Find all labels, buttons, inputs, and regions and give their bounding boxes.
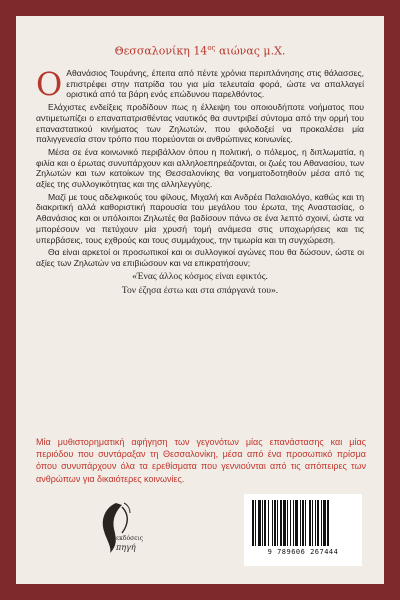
publisher-name-line-2: πηγή	[116, 543, 136, 552]
synopsis-paragraph-2: Ελάχιστες ενδείξεις προδίδουν πως η έλλειψη του οποιουδήποτε νοήματος που αντιμετωπίζει ο επαναπατρισθέντας ναυτικός θα συντριβεί σύντομα από την ορμή του επαναστατικού κινήματος των Ζηλωτών, που φιλοδοξεί να προκαλέσει μία παλιγγενεσία στον τρόπο που πορεύονται οι ανθρώπινες κοινωνίες.	[36, 102, 364, 145]
barcode-digits: 9 789606 267444	[267, 548, 339, 556]
heading-prefix: Θεσσαλονίκη 14	[114, 44, 208, 58]
synopsis-paragraph-1	[36, 65, 364, 103]
heading-suffix: αιώνας μ.Χ.	[215, 44, 286, 58]
barcode-bars-icon	[250, 500, 356, 546]
quote-line-2: Τον έζησα έστω και στα σπάργανά του».	[121, 284, 279, 296]
synopsis-paragraph-3: Μέσα σε ένα κοινωνικό περιβάλλον όπου η πολιτική, ο πόλεμος, η διπλωματία, η φιλία και ο έρωτας συνυπάρχουν και αλληλοεπηρεάζονται, οι ζωές του Αθανασίου, των Ζηλωτών και των κατοίκων της Θεσσαλονίκης θα νοηματοδοτηθούν μέσα από τις αξίες της συλλογικότητας και της αλληλεγγύης.	[36, 146, 364, 190]
tagline-paragraph: Μία μυθιστορηματική αφήγηση των γεγονότων μίας επανάστασης και μίας περιόδου που συντάραξαν τη Θεσσαλονίκη, μέσα από ένα προσωπικό πρίσμα όπου συνυπάρχουν όλα τα ερεθίσματα που γεννιούνται από τις απόπειρες των ανθρώπων για δικαιότερες κοινωνίες.	[36, 437, 366, 484]
heading-superscript: ος	[207, 44, 216, 52]
synopsis-paragraph-5: Θα είναι αρκετοί οι προσωπικοί και οι συλλογικοί αγώνες που θα δώσουν, ώστε οι αξίες των Ζηλωτών να επιβιώσουν και να επικρατήσουν;	[36, 247, 364, 268]
publisher-name-line-1: εκδόσεις	[116, 535, 143, 542]
quote-line-1: «Ένας άλλος κόσμος είναι εφικτός.	[132, 270, 268, 282]
setting-heading	[16, 44, 384, 58]
drop-cap: Ο	[36, 65, 63, 103]
synopsis	[36, 65, 364, 297]
isbn-barcode	[244, 494, 362, 566]
synopsis-paragraph-4: Μαζί με τους αδελφικούς του φίλους, Μιχαλή και Ανδρέα Παλαιολόγο, καθώς και τη διακριτική αλλά καθοριστική παρουσία του μεγάλου του έρωτα, της Αναστασίας, ο Αθανάσιος και οι υπόλοιποι Ζηλωτές θα βαδίσουν πάνω σε ένα λεπτό σχοινί, ώστε να μπορέσουν να πετύχουν μία χρυσή τομή ανάμεσα στις υποχωρήσεις και τις υπερβάσεις, τους εχθρούς και τους συμμάχους, την τιμωρία και τη συγχώρεση.	[36, 191, 364, 245]
synopsis-paragraph-1-text: Αθανάσιος Τουράνης, έπειτα από πέντε χρόνια περιπλάνησης στις θάλασσες, επιστρέφει στην πατρίδα του για μία τελευταία φορά, ώστε να απαλλαγεί οριστικά από τα βάρη ενός επώδυνου παρελθόντος.	[66, 68, 364, 100]
